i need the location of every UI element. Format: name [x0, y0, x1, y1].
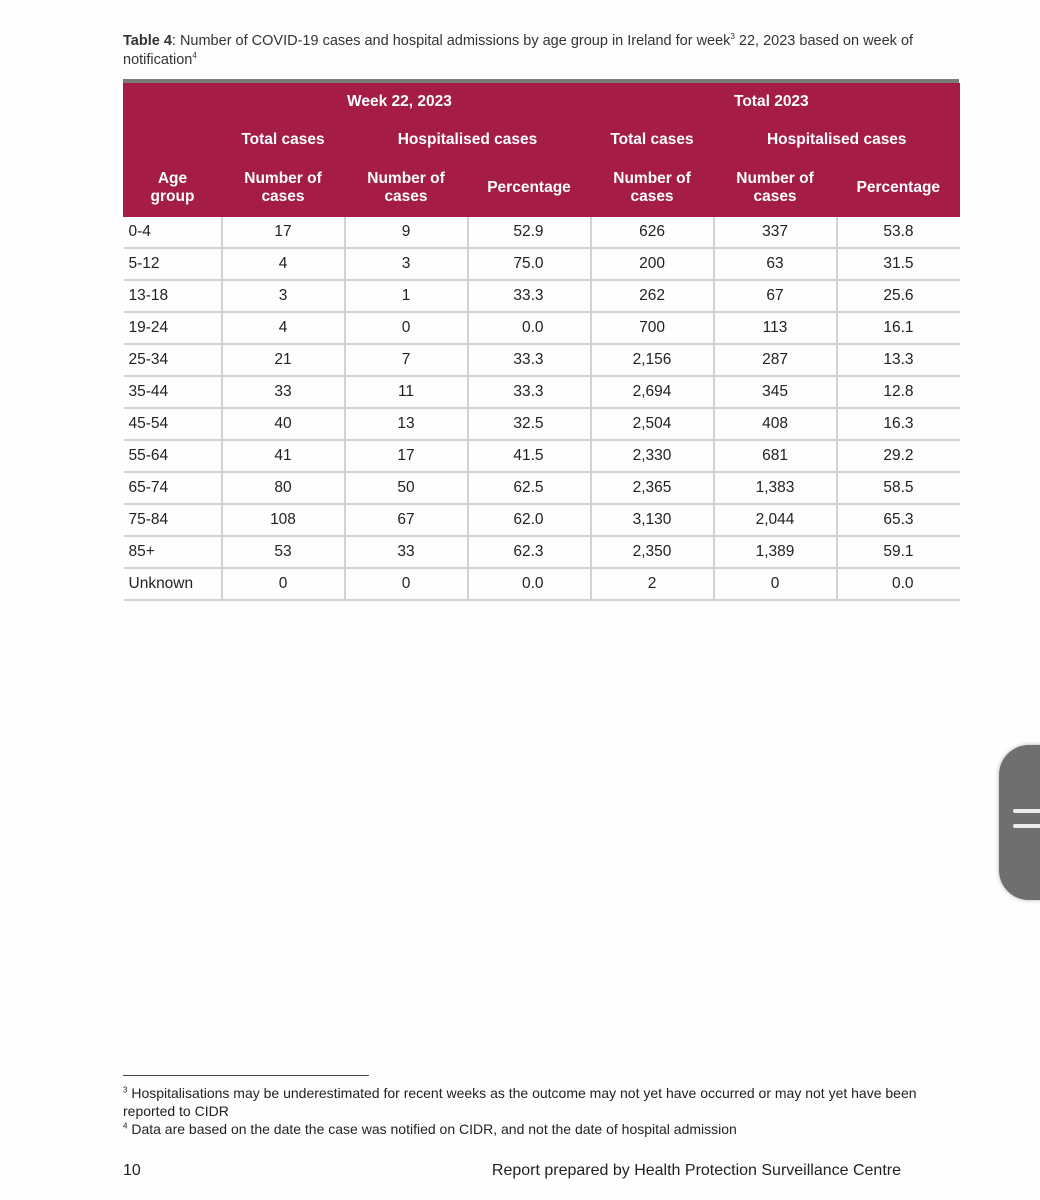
value-cell: 2,044 — [714, 504, 837, 536]
value-cell: 0 — [345, 312, 468, 344]
age-group-cell: 25-34 — [124, 344, 222, 376]
value-cell: 13 — [345, 408, 468, 440]
column-header-4: Number of cases — [591, 159, 714, 217]
value-cell: 40 — [222, 408, 345, 440]
footnote-4 — [123, 1120, 923, 1138]
value-cell: 2,156 — [591, 344, 714, 376]
age-group-cell: 75-84 — [124, 504, 222, 536]
table-body — [124, 217, 960, 600]
footnote-4-text: Data are based on the date the case was notified on CIDR, and not the date of hospital admission — [127, 1121, 737, 1137]
value-cell: 0 — [345, 568, 468, 600]
header-total-group: Total 2023 — [714, 83, 960, 121]
caption-text-before: : Number of COVID-19 cases and hospital admissions by age group in Ireland for week — [171, 33, 731, 49]
value-cell: 626 — [591, 217, 714, 248]
column-header-3: Percentage — [468, 159, 591, 217]
value-cell: 33 — [222, 376, 345, 408]
value-cell: 33 — [345, 536, 468, 568]
header-spacer-cell — [222, 83, 345, 121]
value-cell: 681 — [714, 440, 837, 472]
header-row-columns — [124, 159, 960, 217]
value-cell: 17 — [222, 217, 345, 248]
value-cell: 65.3 — [837, 504, 960, 536]
table-row — [124, 217, 960, 248]
value-cell: 80 — [222, 472, 345, 504]
page-number: 10 — [123, 1162, 141, 1179]
header-row-subgroups — [124, 121, 960, 159]
value-cell: 4 — [222, 248, 345, 280]
age-group-cell: 65-74 — [124, 472, 222, 504]
covid-cases-table — [123, 83, 960, 601]
value-cell: 700 — [591, 312, 714, 344]
table-row — [124, 280, 960, 312]
age-group-cell: 55-64 — [124, 440, 222, 472]
table-row — [124, 536, 960, 568]
value-cell: 33.3 — [468, 376, 591, 408]
value-cell: 0.0 — [837, 568, 960, 600]
age-group-cell: 85+ — [124, 536, 222, 568]
age-group-cell: 5-12 — [124, 248, 222, 280]
value-cell: 2 — [591, 568, 714, 600]
footnote-3 — [123, 1084, 923, 1120]
age-group-cell: 13-18 — [124, 280, 222, 312]
value-cell: 11 — [345, 376, 468, 408]
table-row — [124, 568, 960, 600]
caption-text-middle: 22, 2023 based on week of notification — [123, 33, 914, 68]
value-cell: 0 — [714, 568, 837, 600]
footnotes — [123, 1084, 923, 1138]
caption-footnote-ref-4[interactable]: 4 — [192, 51, 197, 61]
caption-footnote-ref-3[interactable]: 3 — [730, 32, 735, 42]
age-group-cell: 35-44 — [124, 376, 222, 408]
value-cell: 59.1 — [837, 536, 960, 568]
value-cell: 67 — [345, 504, 468, 536]
column-header-1: Number of cases — [222, 159, 345, 217]
caption-label: Table 4 — [123, 33, 172, 49]
column-header-2: Number of cases — [345, 159, 468, 217]
age-group-cell: 19-24 — [124, 312, 222, 344]
value-cell: 12.8 — [837, 376, 960, 408]
value-cell: 58.5 — [837, 472, 960, 504]
header-week-group: Week 22, 2023 — [345, 83, 591, 121]
value-cell: 7 — [345, 344, 468, 376]
value-cell: 2,330 — [591, 440, 714, 472]
header-hospitalised-cases: Hospitalised cases — [345, 121, 591, 159]
age-group-cell: Unknown — [124, 568, 222, 600]
table-row — [124, 248, 960, 280]
header-hospitalised-cases-2023: Hospitalised cases — [714, 121, 960, 159]
value-cell: 33.3 — [468, 344, 591, 376]
table-caption — [123, 32, 923, 70]
value-cell: 337 — [714, 217, 837, 248]
table-row — [124, 344, 960, 376]
value-cell: 21 — [222, 344, 345, 376]
value-cell: 0 — [222, 568, 345, 600]
value-cell: 200 — [591, 248, 714, 280]
value-cell: 17 — [345, 440, 468, 472]
value-cell: 33.3 — [468, 280, 591, 312]
column-header-0: Age group — [124, 159, 222, 217]
value-cell: 62.3 — [468, 536, 591, 568]
value-cell: 25.6 — [837, 280, 960, 312]
footnote-3-text: Hospitalisations may be underestimated for recent weeks as the outcome may not yet have occurred or may not yet have been reported to CIDR — [123, 1085, 917, 1119]
value-cell: 53.8 — [837, 217, 960, 248]
footnote-rule — [123, 1075, 369, 1076]
value-cell: 408 — [714, 408, 837, 440]
value-cell: 3 — [222, 280, 345, 312]
table-row — [124, 408, 960, 440]
handle-grip-icon — [1013, 824, 1040, 828]
value-cell: 9 — [345, 217, 468, 248]
column-header-5: Number of cases — [714, 159, 837, 217]
value-cell: 62.5 — [468, 472, 591, 504]
footnote-3-marker: 3 — [123, 1085, 128, 1095]
age-group-cell: 45-54 — [124, 408, 222, 440]
value-cell: 108 — [222, 504, 345, 536]
table-row — [124, 504, 960, 536]
value-cell: 2,504 — [591, 408, 714, 440]
column-header-6: Percentage — [837, 159, 960, 217]
footer-credit: Report prepared by Health Protection Surveillance Centre — [491, 1162, 901, 1179]
table-row — [124, 472, 960, 504]
value-cell: 41 — [222, 440, 345, 472]
value-cell: 13.3 — [837, 344, 960, 376]
header-empty-cell — [124, 83, 222, 121]
value-cell: 62.0 — [468, 504, 591, 536]
value-cell: 32.5 — [468, 408, 591, 440]
value-cell: 3 — [345, 248, 468, 280]
value-cell: 63 — [714, 248, 837, 280]
table-row — [124, 376, 960, 408]
header-empty-cell — [124, 121, 222, 159]
header-total-cases: Total cases — [222, 121, 345, 159]
header-total-cases-2023: Total cases — [591, 121, 714, 159]
value-cell: 29.2 — [837, 440, 960, 472]
value-cell: 2,365 — [591, 472, 714, 504]
value-cell: 4 — [222, 312, 345, 344]
side-panel-handle[interactable] — [999, 745, 1040, 900]
table-row — [124, 440, 960, 472]
value-cell: 1,389 — [714, 536, 837, 568]
value-cell: 67 — [714, 280, 837, 312]
value-cell: 53 — [222, 536, 345, 568]
value-cell: 2,694 — [591, 376, 714, 408]
header-row-groups — [124, 83, 960, 121]
value-cell: 1,383 — [714, 472, 837, 504]
footnote-4-marker: 4 — [123, 1121, 128, 1131]
value-cell: 41.5 — [468, 440, 591, 472]
table-row — [124, 312, 960, 344]
value-cell: 2,350 — [591, 536, 714, 568]
value-cell: 0.0 — [468, 312, 591, 344]
value-cell: 16.3 — [837, 408, 960, 440]
value-cell: 3,130 — [591, 504, 714, 536]
value-cell: 113 — [714, 312, 837, 344]
handle-grip-icon — [1013, 809, 1040, 813]
value-cell: 75.0 — [468, 248, 591, 280]
value-cell: 262 — [591, 280, 714, 312]
value-cell: 0.0 — [468, 568, 591, 600]
value-cell: 287 — [714, 344, 837, 376]
value-cell: 50 — [345, 472, 468, 504]
value-cell: 345 — [714, 376, 837, 408]
value-cell: 16.1 — [837, 312, 960, 344]
value-cell: 1 — [345, 280, 468, 312]
header-spacer-cell — [591, 83, 714, 121]
age-group-cell: 0-4 — [124, 217, 222, 248]
value-cell: 31.5 — [837, 248, 960, 280]
value-cell: 52.9 — [468, 217, 591, 248]
